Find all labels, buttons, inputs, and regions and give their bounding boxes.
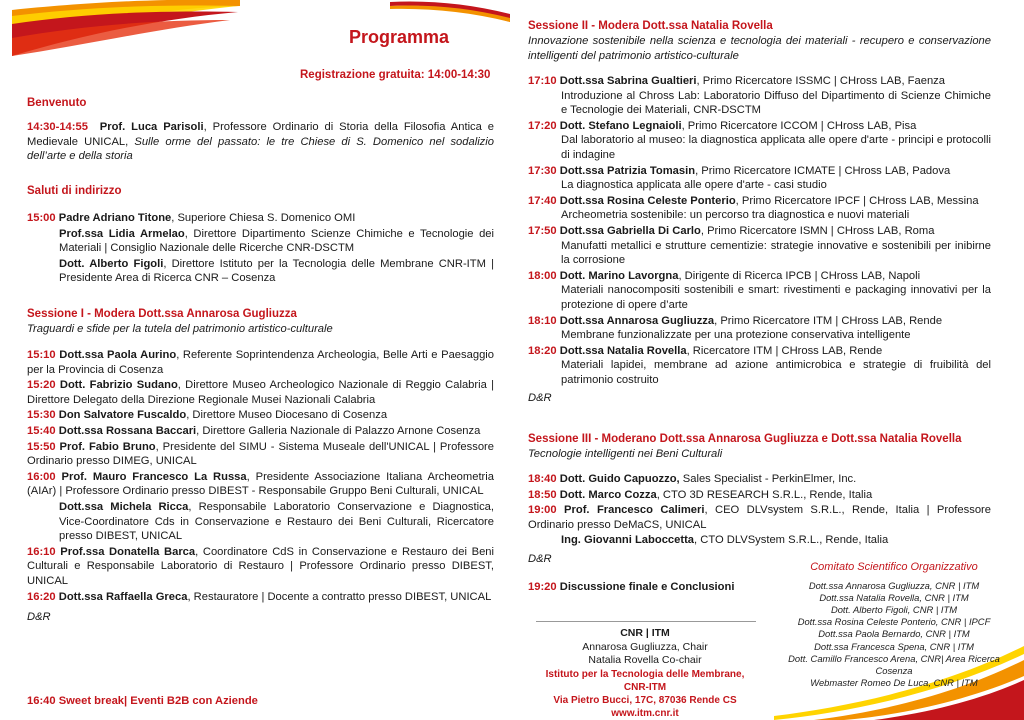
committee-member: Dott.ssa Rosina Celeste Ponterio, CNR | IPCF (797, 616, 991, 628)
speaker-name: Dott.ssa Paola Aurino (59, 349, 177, 361)
committee-member: Dott. Alberto Figoli, CNR | ITM (830, 604, 958, 615)
closing-text: Discussione finale e Conclusioni (559, 581, 735, 593)
welcome-speaker: Prof. Luca Parisoli (99, 121, 204, 133)
talk-title: Materiali nanocompositi sostenibili e smart: rivestimenti e packaging innovativi per la protezione di opere d’arte (561, 284, 991, 311)
entry-time: 16:00 (27, 470, 56, 483)
session1-list (27, 348, 494, 625)
speaker-name: Prof.ssa Lidia Armelao (59, 227, 185, 240)
speaker-role: , Coordinatore CdS in Conservazione e Restauro dei Beni Culturali e Responsabile Laboratorio di Restauro | Professore Ordinario presso DIBEST, UNICAL (27, 545, 495, 587)
speaker-name: Prof.ssa Donatella Barca (60, 545, 196, 558)
entry-time: 18:50 (528, 488, 557, 501)
session3-qa: D&R (528, 552, 552, 565)
talk-title: Introduzione al Chross Lab: Laboratorio Diffuso del Dipartimento di Scienze Chimiche e Tecnologie dei Materiali, CNR-DSCTM (561, 89, 991, 117)
session1-entry (27, 348, 494, 377)
program-title: Programma (349, 27, 450, 47)
speaker-role: , Direttore Museo Diocesano di Cosenza (186, 409, 388, 422)
speaker-name: Dott.ssa Michela Ricca (59, 500, 189, 513)
session3-heading: Sessione III - Moderano Dott.ssa Annarosa Gugliuzza e Dott.ssa Natalia Rovella (528, 433, 962, 445)
entry-time: 15:10 (27, 349, 56, 361)
session2-entry (528, 164, 991, 193)
entry-time: 17:30 (528, 164, 557, 177)
greeting-entry (27, 227, 494, 256)
footer-block (532, 627, 758, 720)
speaker-name: Dott. Marco Cozza (559, 488, 657, 501)
entry-time: 17:10 (528, 75, 557, 87)
entry-time: 15:30 (27, 409, 56, 422)
top-right-swoosh-decoration (390, 0, 510, 22)
talk-title: Archeometria sostenibile: un percorso tra diagnostica e nuovi materiali (561, 209, 910, 222)
speaker-role: , Primo Ricercatore ISMN | CHross LAB, Roma (700, 224, 935, 237)
speaker-name: Dott.ssa Rosina Celeste Ponterio (559, 194, 736, 207)
speaker-role: , Dirigente di Ricerca IPCB | CHross LAB, Napoli (678, 269, 921, 282)
speaker-name: Don Salvatore Fuscaldo (58, 409, 187, 422)
entry-time: 17:50 (528, 224, 557, 237)
speaker-name: Prof. Mauro Francesco La Russa (61, 470, 247, 483)
committee-member: Dott.ssa Francesca Spena, CNR | ITM (814, 640, 974, 652)
committee-member: Dott.ssa Paola Bernardo, CNR | ITM (818, 628, 970, 640)
speaker-role: , Referente Soprintendenza Archeologia, Belle Arti e Paesaggio per la Provincia di Cosenza (27, 349, 494, 376)
committee-member: Dott. Camillo Francesco Arena, CNR| Area Ricerca Cosenza (788, 652, 1000, 677)
session1-entry (27, 590, 494, 605)
speaker-name: Dott. Fabrizio Sudano (59, 379, 178, 392)
greeting-entry (27, 211, 494, 226)
welcome-time: 14:30-14:55 (27, 121, 88, 133)
talk-title: Membrane funzionalizzate per una protezione conservativa intelligente (561, 329, 911, 342)
speaker-role: , Restauratore | Docente a contratto presso DIBEST, UNICAL (187, 590, 492, 603)
speaker-name: Dott.ssa Natalia Rovella (559, 344, 687, 357)
session2-heading: Sessione II - Modera Dott.ssa Natalia Rovella (528, 20, 773, 32)
left-page (0, 0, 510, 720)
entry-time: 18:40 (528, 473, 557, 485)
session3-list (528, 472, 991, 567)
session1-entry (27, 378, 494, 407)
speaker-name: Dott. Alberto Figoli (59, 257, 164, 270)
session1-entry (27, 470, 494, 499)
talk-title: Dal laboratorio al museo: la diagnostica applicata alle opere d'arte - principi e protocolli di indagine (561, 134, 991, 161)
speaker-role: , Primo Ricercatore IPCF | CHross LAB, Messina (735, 194, 979, 207)
session1-entry (27, 408, 494, 423)
greetings-block (27, 211, 494, 287)
session3-entry (528, 472, 991, 487)
session3-entry (528, 533, 991, 548)
committee-member: Dott.ssa Annarosa Gugliuzza, CNR | ITM (808, 579, 980, 591)
footer-cochair: Natalia Rovella Co-chair (588, 654, 702, 667)
entry-time: 15:40 (27, 424, 56, 437)
talk-title: Materiali lapidei, membrane ad azione antimicrobica e strategie di fruibilità del patrimonio costruito (561, 359, 991, 386)
speaker-role: , Primo Ricercatore ICMATE | CHross LAB, Padova (695, 164, 951, 177)
welcome-entry (27, 120, 494, 164)
speaker-role: , Primo Ricercatore ICCOM | CHross LAB, Pisa (681, 119, 917, 132)
session2-entry (528, 224, 991, 268)
session1-entry (27, 440, 494, 469)
speaker-name: Prof. Francesco Calimeri (564, 504, 705, 517)
entry-time: 15:20 (27, 379, 56, 392)
session2-entry (528, 119, 991, 163)
committee-member: Webmaster Romeo De Luca, CNR | ITM (810, 677, 978, 689)
session2-entry (528, 194, 991, 223)
speaker-role: , Primo Ricercatore ITM | CHross LAB, Rende (714, 314, 943, 327)
closing-time: 19:20 (528, 581, 557, 593)
speaker-role: , Primo Ricercatore ISSMC | CHross LAB, Faenza (696, 75, 945, 87)
footer-chair: Annarosa Gugliuzza, Chair (582, 640, 708, 653)
greetings-heading: Saluti di indirizzo (27, 185, 122, 197)
entry-time: 17:40 (528, 194, 557, 207)
entry-time: 18:00 (528, 269, 557, 282)
session2-qa: D&R (528, 392, 552, 405)
greeting-entry (27, 257, 494, 286)
speaker-role: Sales Specialist - PerkinElmer, Inc. (679, 473, 857, 485)
session1-subtitle: Traguardi e sfide per la tutela del patrimonio artistico-culturale (27, 323, 333, 335)
welcome-talk: Sulle orme del passato: le tre Chiese di S. Domenico nel sodalizio dell’arte e della storia (27, 135, 494, 163)
speaker-name: Dott.ssa Annarosa Gugliuzza (559, 314, 715, 327)
talk-title: Manufatti metallici e strutture cementizie: strategie innovative e sostenibili per inibirne la corrosione (561, 239, 991, 267)
session2-entry (528, 314, 991, 343)
footer-address: Via Pietro Bucci, 17C, 87036 Rende CS (553, 694, 737, 706)
speaker-role: , CTO 3D RESEARCH S.R.L., Rende, Italia (656, 488, 873, 501)
speaker-name: Prof. Fabio Bruno (59, 440, 156, 453)
footer-org: CNR | ITM (620, 627, 670, 639)
speaker-name: Dott.ssa Patrizia Tomasin (559, 164, 696, 177)
speaker-name: Ing. Giovanni Laboccetta (561, 534, 695, 547)
footer-website-link[interactable]: www.itm.cnr.it (611, 707, 679, 719)
speaker-role: , CEO DLVsystem S.R.L., Rende, Italia | Professore Ordinario presso DeMaCS, UNICAL (528, 504, 991, 531)
session1-qa: D&R (27, 611, 51, 624)
speaker-role: , Direttore Istituto per la Tecnologia delle Membrane CNR-ITM | Presidente Area di Ricerca CNR – Cosenza (59, 257, 494, 285)
welcome-role: , Professore Ordinario di Storia della Filosofia Antica e Medievale UNICAL, (27, 121, 495, 148)
speaker-name: Dott.ssa Raffaella Greca (58, 590, 188, 603)
footer-institute: Istituto per la Tecnologia delle Membrane, CNR-ITM (545, 668, 745, 693)
session1-entry (27, 500, 494, 544)
speaker-name: Dott. Guido Capuozzo, (559, 473, 680, 485)
session2-entry (528, 74, 991, 118)
session3-entry (528, 488, 991, 503)
speaker-role: , Presidente Associazione Italiana Archeometria (AIAr) | Professore Ordinario presso DIBEST - Responsabile Gruppo Beni Culturali, UNICAL (27, 470, 494, 498)
registration-info: Registrazione gratuita: 14:00-14:30 (300, 69, 491, 81)
speaker-role: , Superiore Chiesa S. Domenico OMI (171, 212, 356, 224)
speaker-name: Dott.ssa Sabrina Gualtieri (559, 75, 697, 87)
session2-subtitle: Innovazione sostenibile nella scienza e tecnologia dei materiali - recupero e conservazione intelligenti del patrimonio artistico-culturale (528, 35, 991, 62)
closing-entry (528, 580, 734, 595)
speaker-name: Dott. Stefano Legnaioli (559, 119, 682, 132)
speaker-name: Dott. Marino Lavorgna (559, 269, 679, 282)
session2-list (528, 74, 991, 406)
entry-time: 18:10 (528, 314, 557, 327)
session2-entry (528, 269, 991, 313)
entry-time: 18:20 (528, 344, 557, 357)
session2-entry (528, 344, 991, 388)
sweet-break: 16:40 Sweet break| Eventi B2B con Aziende (27, 695, 258, 707)
session3-entry (528, 503, 991, 532)
entry-time: 19:00 (528, 504, 557, 517)
session1-heading: Sessione I - Modera Dott.ssa Annarosa Gugliuzza (27, 308, 297, 320)
committee-box (770, 560, 1018, 689)
entry-time: 16:10 (27, 545, 56, 558)
speaker-role: , Responsabile Laboratorio Conservazione e Diagnostica, Vice-Coordinatore Cds in Conservazione e Restauro dei Beni Culturali, Ricercatore presso DIBEST, UNICAL (59, 500, 495, 543)
committee-member: Dott.ssa Natalia Rovella, CNR | ITM (819, 591, 969, 603)
entry-time: 16:20 (27, 590, 56, 603)
speaker-role: , Direttore Dipartimento Scienze Chimiche e Tecnologie dei Materiali | Consiglio Nazionale delle Ricerche CNR-DSCTM (59, 227, 494, 255)
speaker-role: , Direttore Museo Archeologico Nazionale di Reggio Calabria | Direttore Delegato della Direzione Regionale Musei Nazionali Calabria (27, 379, 494, 406)
greeting-time: 15:00 (27, 212, 56, 224)
entry-time: 15:50 (27, 440, 56, 453)
entry-time: 17:20 (528, 119, 557, 132)
welcome-heading: Benvenuto (27, 97, 87, 109)
committee-heading: Comitato Scientifico Organizzativo (810, 561, 978, 573)
speaker-role: , Presidente del SIMU - Sistema Museale dell'UNICAL | Professore Ordinario presso DIMEG, UNICAL (27, 440, 494, 468)
speaker-role: , Ricercatore ITM | CHross LAB, Rende (686, 344, 883, 357)
session3-subtitle: Tecnologie intelligenti nei Beni Culturali (528, 448, 723, 460)
talk-title: La diagnostica applicata alle opere d'arte - casi studio (561, 179, 827, 192)
speaker-name: Padre Adriano Titone (58, 212, 172, 224)
speaker-name: Dott.ssa Gabriella Di Carlo (559, 224, 701, 237)
speaker-name: Dott.ssa Rossana Baccari (58, 424, 197, 437)
top-left-swoosh-decoration (0, 0, 240, 58)
session1-entry (27, 545, 494, 589)
session1-entry (27, 424, 494, 439)
speaker-role: , Direttore Galleria Nazionale di Palazzo Arnone Cosenza (196, 424, 481, 437)
footer-divider (536, 621, 756, 622)
speaker-role: , CTO DLVSystem S.R.L., Rende, Italia (694, 534, 889, 547)
